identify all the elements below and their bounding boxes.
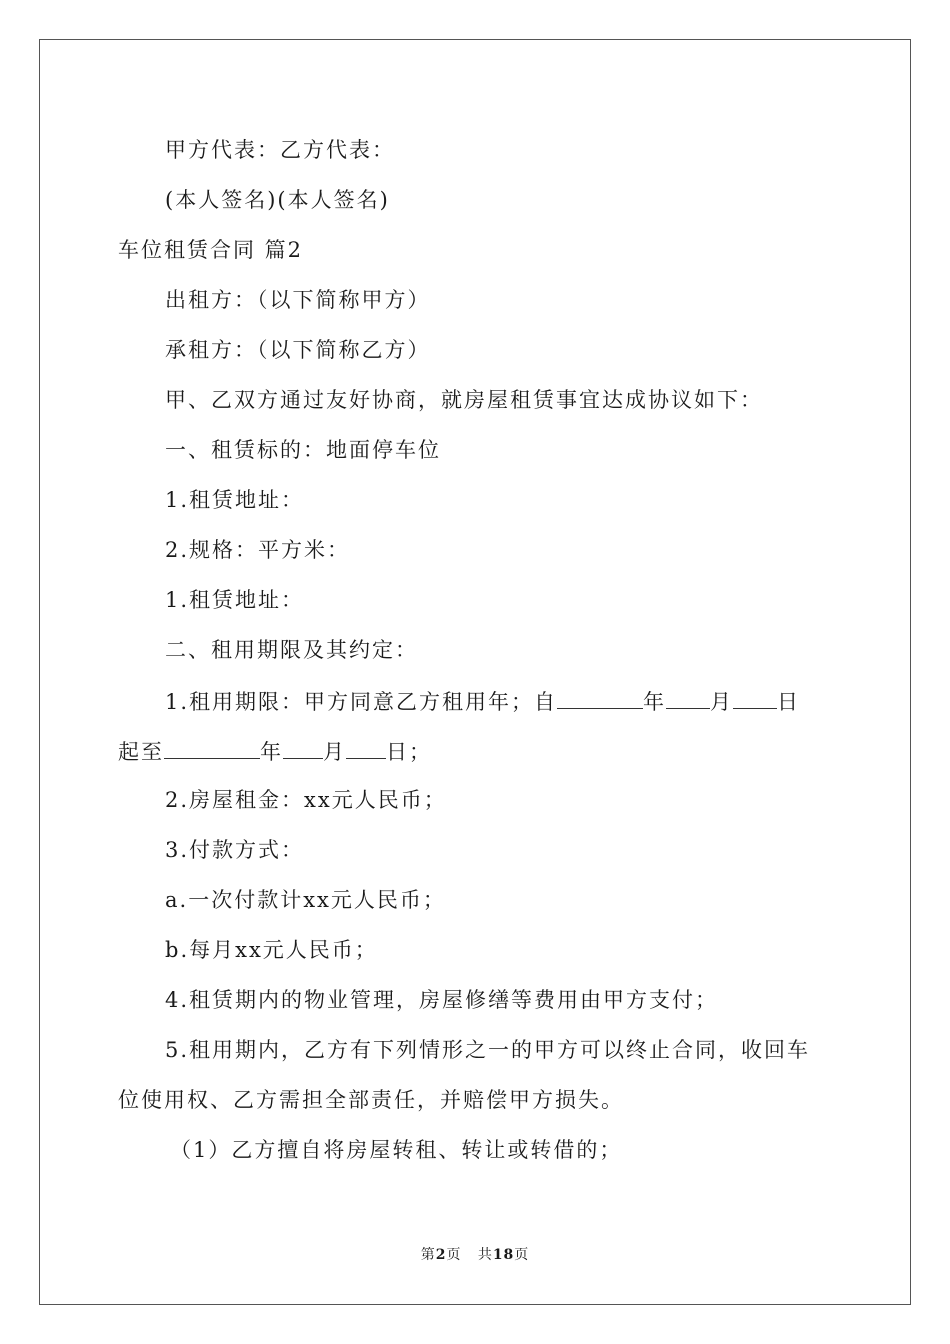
- agreement-intro: 甲、乙双方通过友好协商，就房屋租赁事宜达成协议如下：: [165, 388, 763, 412]
- lease-end-line: [118, 736, 432, 766]
- end-day-label: 日；: [386, 740, 432, 764]
- termination-line-cont: 位使用权、乙方需担全部责任，并赔偿甲方损失。: [118, 1088, 624, 1112]
- lessor-line: 出租方：（以下简称甲方）: [165, 288, 431, 312]
- clause-1-address-repeat: 1.租赁地址：: [165, 588, 305, 612]
- representatives-line: 甲方代表：乙方代表：: [165, 138, 395, 162]
- page-frame: [39, 39, 911, 1305]
- payment-option-b: b.每月xx元人民币；: [165, 938, 378, 962]
- signature-line: (本人签名)(本人签名): [165, 188, 390, 212]
- end-month-label: 月: [323, 740, 346, 764]
- lessee-line: 承租方：（以下简称乙方）: [165, 338, 431, 362]
- lease-term-line: [165, 686, 800, 716]
- page-number: 2: [435, 1247, 447, 1263]
- section-heading: 车位租赁合同 篇2: [118, 238, 304, 262]
- end-year-label: 年: [260, 740, 283, 764]
- rent-line: 2.房屋租金：xx元人民币；: [165, 788, 447, 812]
- blank-end-year: [164, 736, 260, 759]
- payment-method-line: 3.付款方式：: [165, 838, 305, 862]
- termination-item-1: （1）乙方擅自将房屋转租、转让或转借的；: [170, 1138, 623, 1162]
- blank-start-year: [557, 686, 643, 709]
- total-prefix: 共: [477, 1247, 493, 1263]
- lease-end-text: 起至: [118, 740, 164, 764]
- page-prefix: 第: [420, 1247, 436, 1263]
- total-unit: 页: [514, 1247, 530, 1263]
- day-label: 日: [777, 690, 801, 714]
- clause-1-spec: 2.规格：平方米：: [165, 538, 351, 562]
- property-fees-line: 4.租赁期内的物业管理，房屋修缮等费用由甲方支付；: [165, 988, 719, 1012]
- clause-1-address: 1.租赁地址：: [165, 488, 305, 512]
- page-unit: 页: [446, 1247, 462, 1263]
- month-label: 月: [710, 690, 734, 714]
- blank-end-day: [346, 736, 386, 759]
- termination-line: 5.租用期内，乙方有下列情形之一的甲方可以终止合同，收回车: [165, 1038, 811, 1062]
- page-footer: [0, 1246, 950, 1264]
- blank-end-month: [283, 736, 323, 759]
- clause-2-heading: 二、租用期限及其约定：: [165, 638, 418, 662]
- total-pages: 18: [492, 1247, 515, 1263]
- payment-option-a: a.一次付款计xx元人民币；: [165, 888, 446, 912]
- lease-term-text: 1.租用期限：甲方同意乙方租用年；自: [165, 690, 558, 714]
- year-label: 年: [643, 690, 667, 714]
- blank-start-day: [733, 686, 777, 709]
- blank-start-month: [666, 686, 710, 709]
- clause-1-heading: 一、租赁标的：地面停车位: [165, 438, 441, 462]
